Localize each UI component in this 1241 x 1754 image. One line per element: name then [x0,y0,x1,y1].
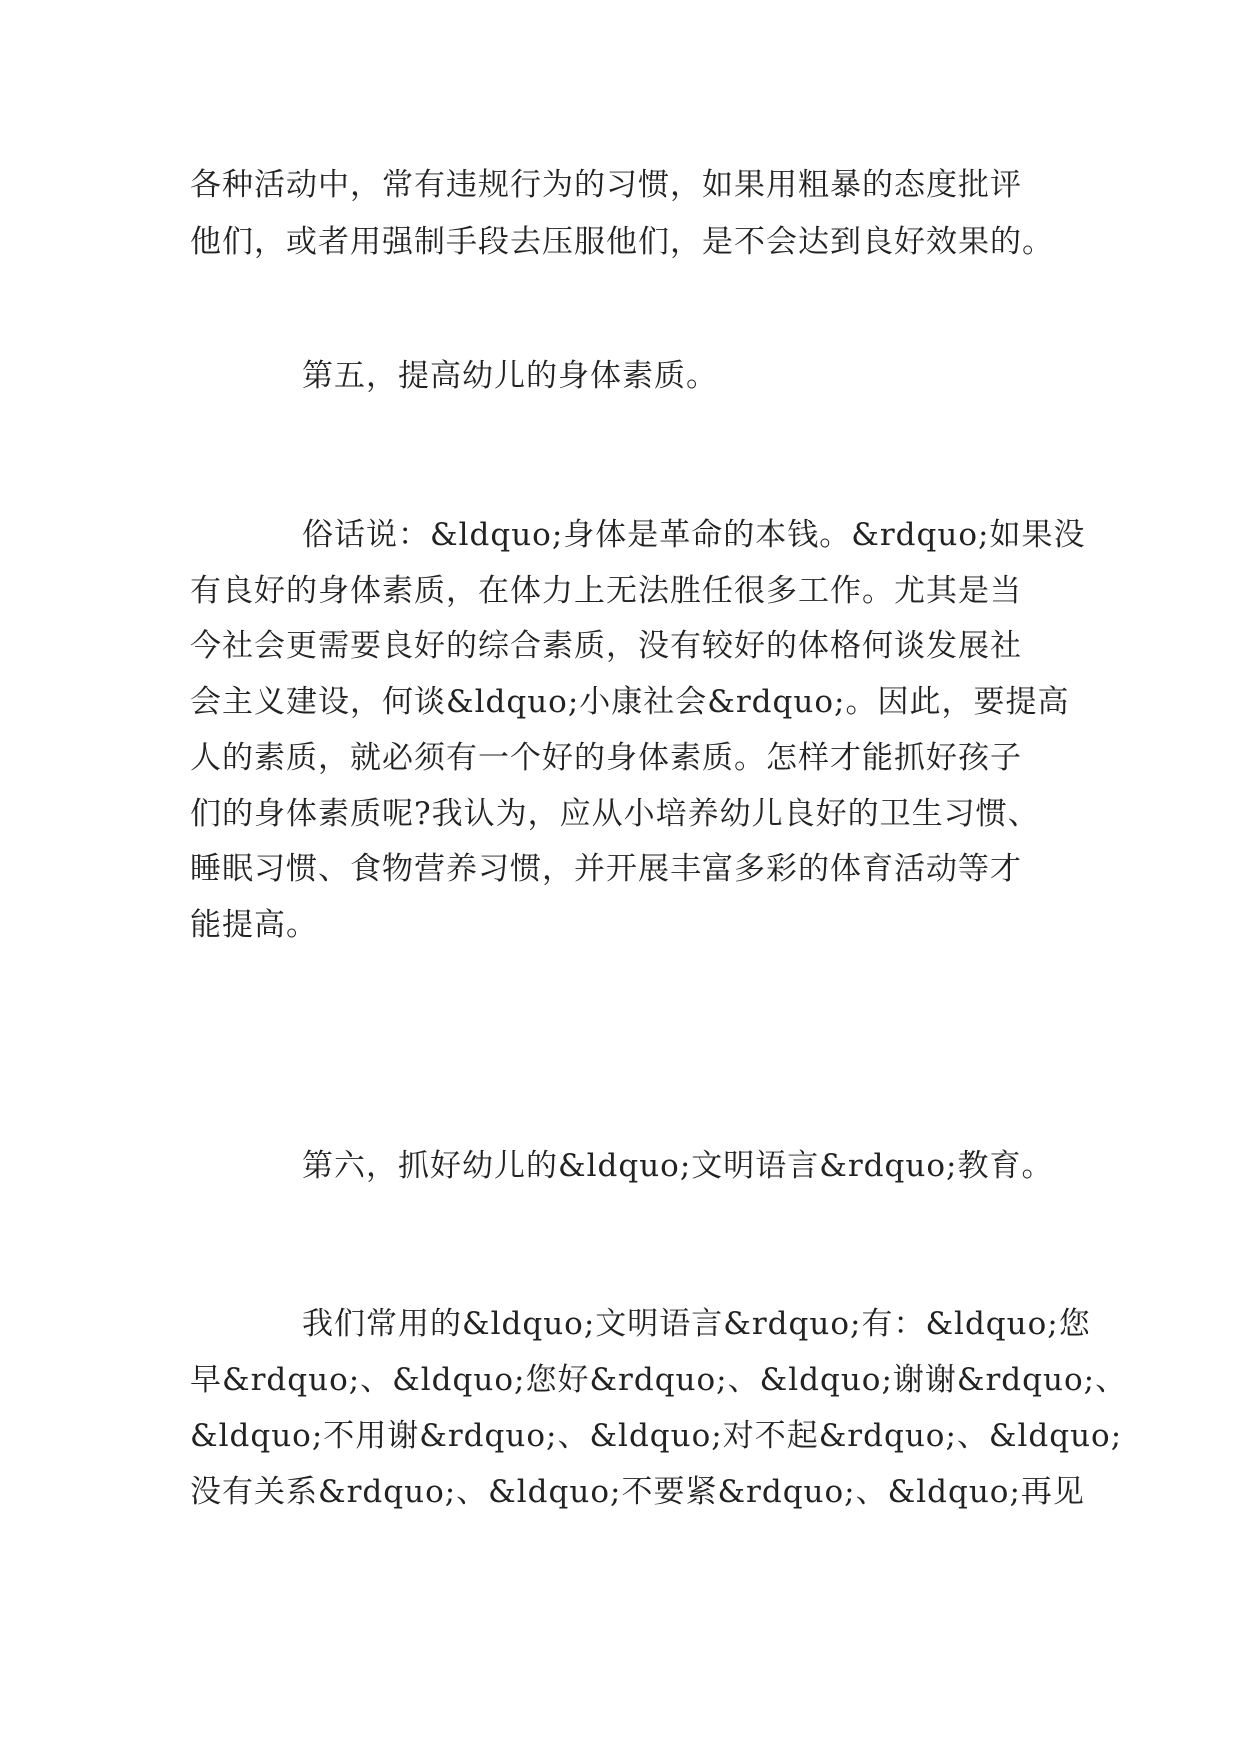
text-line: 们的身体素质呢?我认为，应从小培养幼儿良好的卫生习惯、 [190,796,1040,832]
text-line: 有良好的身体素质，在体力上无法胜任很多工作。尤其是当 [190,573,1022,609]
text-line: 能提高。 [190,907,318,943]
text-line: 会主义建设，何谈&ldquo;小康社会&rdquo;。因此，要提高 [190,684,1070,720]
text-line: 睡眠习惯、食物营养习惯，并开展丰富多彩的体育活动等才 [190,851,1022,887]
text-line: 俗话说：&ldquo;身体是革命的本钱。&rdquo;如果没 [302,517,1086,553]
text-line: &ldquo;不用谢&rdquo;、&ldquo;对不起&rdquo;、&ldquo; [190,1418,1123,1454]
text-line: 没有关系&rdquo;、&ldquo;不要紧&rdquo;、&ldquo;再见 [190,1474,1085,1510]
section-heading-5: 第五，提高幼儿的身体素质。 [302,358,718,394]
text-line: 人的素质，就必须有一个好的身体素质。怎样才能抓好孩子 [190,740,1022,776]
text-line: 我们常用的&ldquo;文明语言&rdquo;有：&ldquo;您 [302,1306,1091,1342]
text-line: 各种活动中，常有违规行为的习惯，如果用粗暴的态度批评 [190,167,1022,203]
text-line: 他们，或者用强制手段去压服他们，是不会达到良好效果的。 [190,224,1054,260]
text-line: 早&rdquo;、&ldquo;您好&rdquo;、&ldquo;谢谢&rdquo;、 [190,1362,1128,1398]
section-heading-6: 第六，抓好幼儿的&ldquo;文明语言&rdquo;教育。 [302,1148,1054,1184]
text-line: 今社会更需要良好的综合素质，没有较好的体格何谈发展社 [190,628,1022,664]
